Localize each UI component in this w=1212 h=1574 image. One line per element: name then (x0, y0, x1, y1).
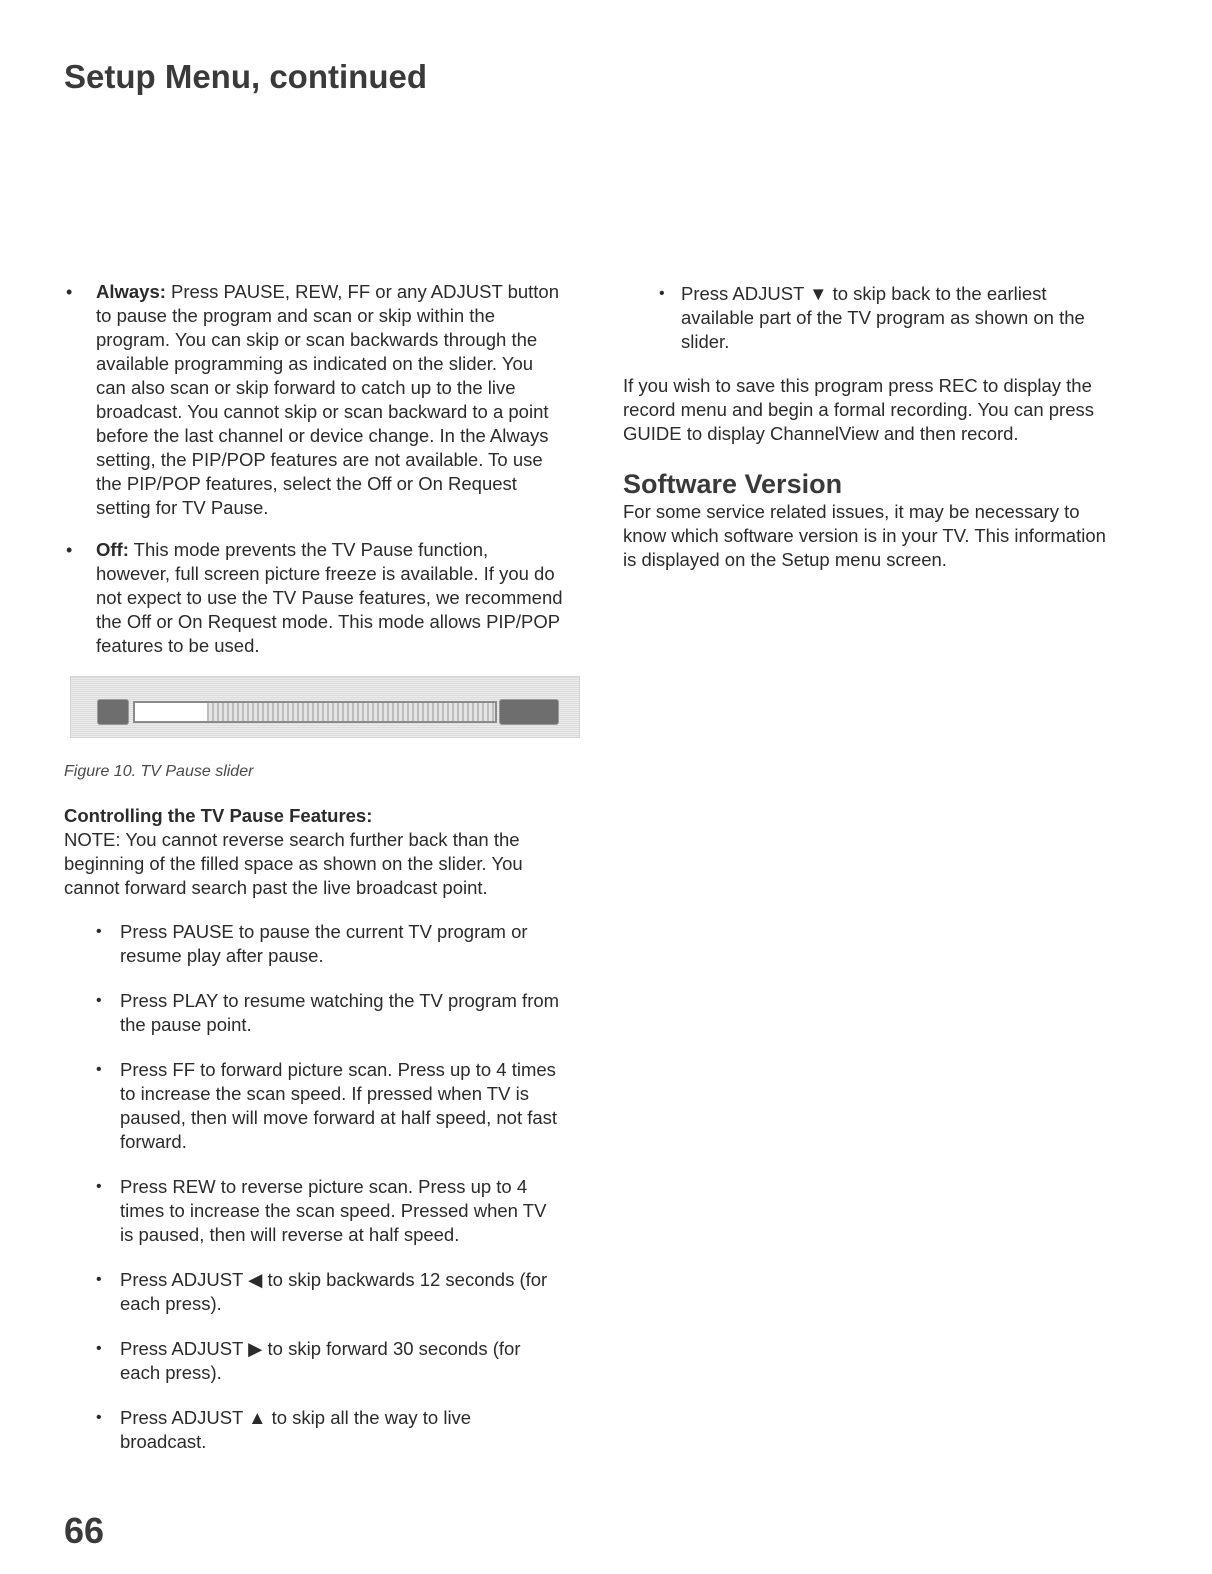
list-item (92, 1337, 560, 1385)
item-text: Press PAUSE, REW, FF or any ADJUST button to pause the program and scan or skip within the program. You can skip or scan backwards through the available programming as indicated on the slider. You can also scan or skip forward to catch up to the live broadcast. You cannot skip or scan backward to a point before the last channel or device change. In the Always setting, the PIP/POP features are not available. To use the PIP/POP features, select the Off or On Request setting for TV Pause. (96, 281, 560, 518)
record-paragraph: If you wish to save this program press REC to display the record menu and begin a formal recording. You can press GUIDE to display ChannelView and then record. (623, 375, 1095, 444)
item-lead: Off: (96, 539, 129, 560)
left-column (64, 280, 564, 1475)
list-item (92, 1268, 560, 1316)
list-item-text: Press PLAY to resume watching the TV program from the pause point. (120, 990, 560, 1035)
bullet-icon: • (96, 1271, 102, 1288)
bullet-icon: • (96, 1409, 102, 1426)
list-item-text: Press ADJUST ▶ to skip forward 30 seconds (for each press). (120, 1338, 521, 1383)
list-item (92, 1058, 560, 1154)
tv-pause-slider-figure (70, 676, 580, 738)
right-column (623, 282, 1123, 572)
list-item (92, 1406, 560, 1454)
list-item-text: Press ADJUST ▲ to skip all the way to live broadcast. (120, 1407, 472, 1452)
list-item (653, 282, 1101, 354)
slider-track (133, 701, 497, 723)
always-item (64, 280, 564, 520)
bullet-icon: • (96, 1178, 102, 1195)
item-text: This mode prevents the TV Pause function, however, full screen picture freeze is available. If you do not expect to use the TV Pause features, we recommend the Off or On Request mode. This mode allows PIP/POP features to be used. (96, 539, 563, 656)
item-lead: Always: (96, 281, 166, 302)
list-item (92, 920, 560, 968)
bullet-icon: • (66, 540, 73, 560)
slider-filled-region (207, 703, 495, 721)
figure-caption: Figure 10. TV Pause slider (64, 763, 254, 780)
bullet-icon: • (96, 923, 102, 940)
controlling-heading: Controlling the TV Pause Features: (64, 805, 373, 826)
page-number: 66 (64, 1510, 105, 1551)
list-item-text: Press REW to reverse picture scan. Press up to 4 times to increase the scan speed. Pressed when TV is paused, then will reverse at half speed. (120, 1176, 547, 1245)
slider-right-cap (499, 699, 559, 725)
bullet-icon: • (96, 1340, 102, 1357)
bullet-icon: • (96, 992, 102, 1009)
controls-list (92, 920, 564, 1454)
list-item (92, 989, 560, 1037)
software-version-text: For some service related issues, it may be necessary to know which software version is in your TV. This information is displayed on the Setup menu screen. (623, 501, 1106, 570)
note-paragraph: NOTE: You cannot reverse search further back than the beginning of the filled space as shown on the slider. You cannot forward search past the live broadcast point. (64, 829, 523, 898)
software-version-heading: Software Version (623, 469, 843, 499)
slider-left-cap (97, 699, 129, 725)
list-item (92, 1175, 560, 1247)
page-title: Setup Menu, continued (64, 58, 427, 95)
list-item-text: Press PAUSE to pause the current TV program or resume play after pause. (120, 921, 528, 966)
list-item-text: Press ADJUST ◀ to skip backwards 12 seconds (for each press). (120, 1269, 548, 1314)
list-item-text: Press FF to forward picture scan. Press up to 4 times to increase the scan speed. If pressed when TV is paused, then will move forward at half speed, not fast forward. (120, 1059, 558, 1152)
bullet-icon: • (96, 1061, 102, 1078)
off-item (64, 538, 564, 658)
bullet-icon: • (659, 285, 665, 302)
bullet-icon: • (66, 282, 73, 302)
list-item-text: Press ADJUST ▼ to skip back to the earliest available part of the TV program as shown on the slider. (681, 283, 1085, 352)
